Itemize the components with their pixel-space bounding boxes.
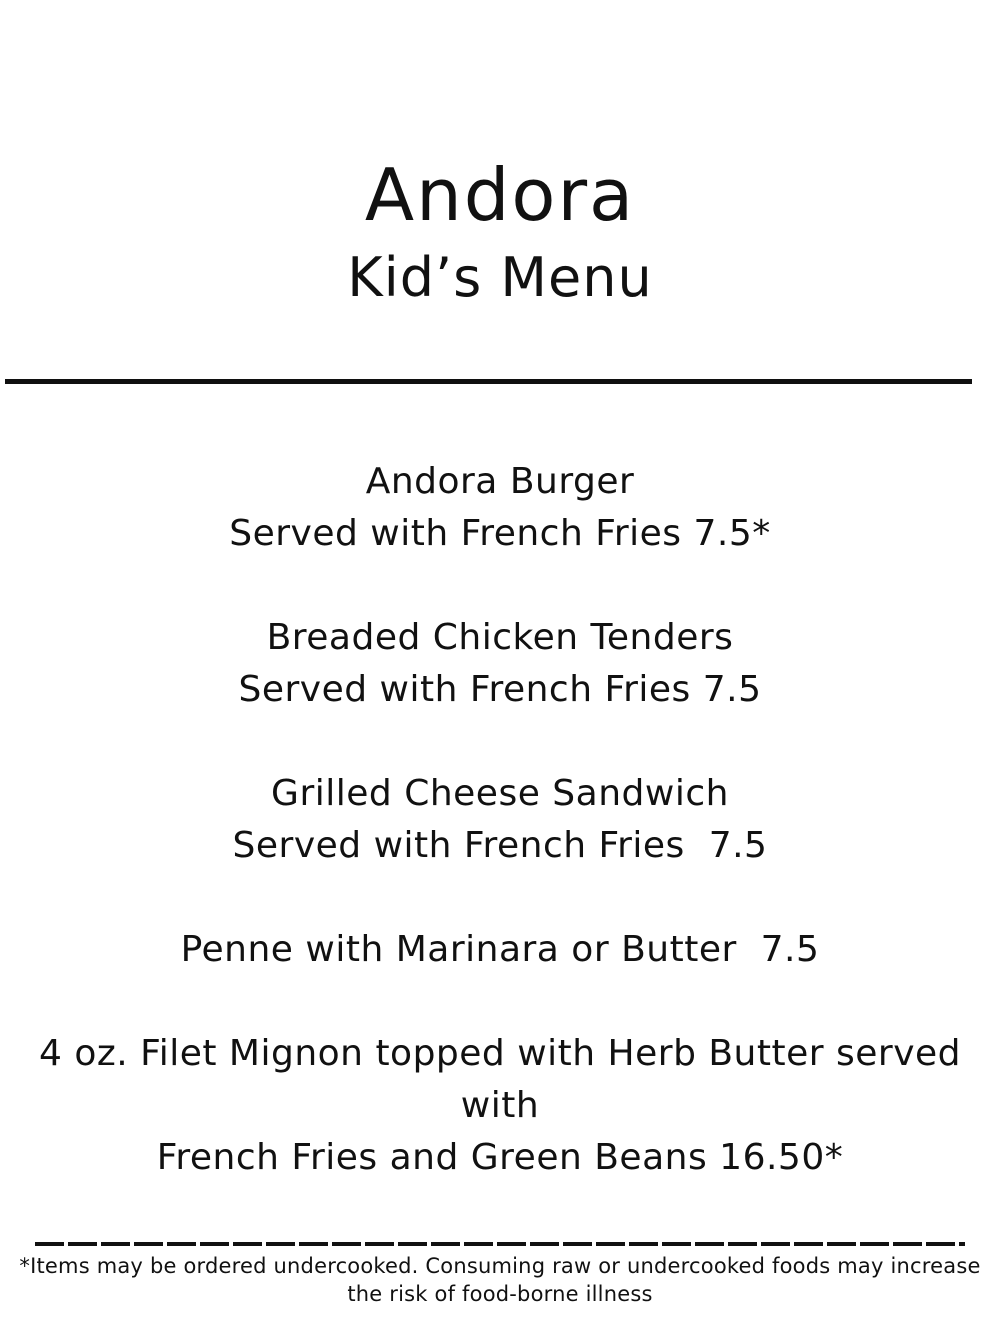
menu-item-filet-mignon	[20, 1028, 980, 1184]
item-description-price: Served with French Fries 7.5*	[229, 513, 771, 555]
menu-header	[0, 0, 1000, 309]
restaurant-name: Andora	[364, 153, 636, 237]
menu-item-grilled-cheese	[20, 768, 980, 872]
item-name: Andora Burger	[365, 461, 635, 503]
menu-item-andora-burger	[20, 456, 980, 560]
menu-footer	[13, 1252, 988, 1308]
item-description-price: Served with French Fries 7.5	[232, 825, 768, 867]
item-description-price: Served with French Fries 7.5	[238, 669, 762, 711]
menu-item-chicken-tenders	[20, 612, 980, 716]
item-name: Breaded Chicken Tenders	[266, 617, 734, 659]
footnote-divider-line	[35, 1242, 965, 1246]
item-name-line-1: 4 oz. Filet Mignon topped with Herb Butter served with	[38, 1033, 973, 1127]
item-name-line-2-price: French Fries and Green Beans 16.50*	[156, 1137, 844, 1179]
menu-item-penne	[20, 924, 980, 976]
item-name-price: Penne with Marinara or Butter 7.5	[180, 929, 820, 971]
item-name: Grilled Cheese Sandwich	[271, 773, 729, 815]
menu-section-title: Kid’s Menu	[347, 245, 653, 309]
disclaimer-text: *Items may be ordered undercooked. Consuming raw or undercooked foods may increase the risk of food-borne illness	[19, 1254, 981, 1307]
menu-item-list	[0, 456, 1000, 1184]
header-divider-line	[5, 379, 972, 384]
